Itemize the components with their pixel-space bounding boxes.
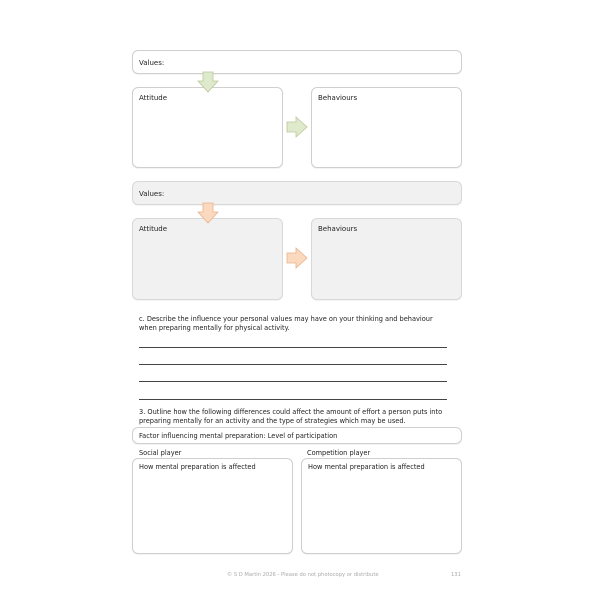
- right-arrow-icon: [286, 116, 308, 138]
- factor-label: Factor influencing mental preparation: Level of participation: [139, 432, 338, 440]
- behaviours-label: Behaviours: [318, 225, 358, 233]
- social-player-box[interactable]: [132, 458, 293, 554]
- attitude-box-2[interactable]: [132, 218, 283, 300]
- behaviours-box-2[interactable]: [311, 218, 462, 300]
- values-box-2[interactable]: [132, 181, 462, 205]
- social-player-heading: Social player: [139, 449, 182, 457]
- question-c-text: c. Describe the influence your personal values may have on your thinking and behaviour when preparing mentally for physical activity.: [139, 315, 433, 332]
- answer-line[interactable]: [139, 399, 447, 400]
- answer-line[interactable]: [139, 364, 447, 365]
- attitude-label: Attitude: [139, 225, 168, 233]
- answer-line[interactable]: [139, 347, 447, 348]
- question-3-text: 3. Outline how the following differences could affect the amount of effort a person puts into preparing mentally for an activity and the type of strategies which may be used.: [139, 408, 443, 425]
- values-label: Values:: [139, 190, 165, 198]
- competition-player-box[interactable]: [301, 458, 462, 554]
- values-label: Values:: [139, 59, 165, 67]
- down-arrow-icon: [197, 71, 219, 93]
- behaviours-label: Behaviours: [318, 94, 358, 102]
- behaviours-box-1[interactable]: [311, 87, 462, 168]
- attitude-box-1[interactable]: [132, 87, 283, 168]
- answer-line[interactable]: [139, 381, 447, 382]
- factor-box[interactable]: [132, 427, 462, 444]
- page-number: 131: [451, 572, 461, 578]
- copyright-footer: © S D Martin 2026 - Please do not photocopy or distribute: [227, 572, 379, 578]
- right-arrow-icon: [286, 247, 308, 269]
- competition-player-heading: Competition player: [307, 449, 371, 457]
- down-arrow-icon: [197, 202, 219, 224]
- social-box-label: How mental preparation is affected: [139, 463, 256, 471]
- values-box-1[interactable]: [132, 50, 462, 74]
- competition-box-label: How mental preparation is affected: [308, 463, 425, 471]
- attitude-label: Attitude: [139, 94, 168, 102]
